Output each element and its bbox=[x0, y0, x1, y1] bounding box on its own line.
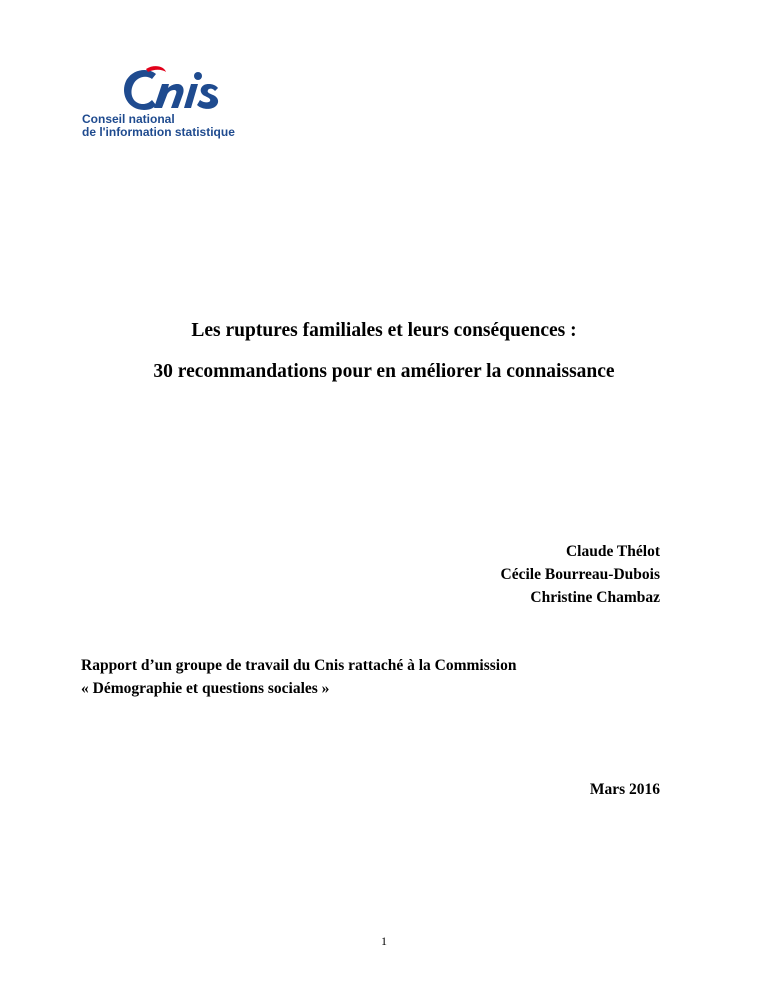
report-description-line2: « Démographie et questions sociales » bbox=[81, 680, 330, 697]
author-name: Cécile Bourreau-Dubois bbox=[500, 566, 660, 583]
report-description-line1: Rapport d’un groupe de travail du Cnis rattaché à la Commission bbox=[81, 657, 517, 674]
publication-date: Mars 2016 bbox=[589, 781, 660, 798]
author-name: Christine Chambaz bbox=[530, 589, 660, 606]
logo-caption-line2: de l'information statistique bbox=[82, 125, 235, 139]
cnis-wordmark-icon bbox=[120, 66, 245, 116]
cnis-logo bbox=[80, 66, 240, 146]
logo-caption bbox=[82, 113, 235, 139]
author-list bbox=[501, 540, 660, 609]
report-title-line1: Les ruptures familiales et leurs conséquences : bbox=[191, 320, 577, 341]
author-name: Claude Thélot bbox=[565, 543, 660, 560]
page-number: 1 bbox=[381, 934, 387, 948]
report-description bbox=[81, 654, 516, 700]
logo-caption-line1: Conseil national bbox=[82, 112, 175, 126]
report-title-line2: 30 recommandations pour en améliorer la connaissance bbox=[153, 361, 615, 382]
